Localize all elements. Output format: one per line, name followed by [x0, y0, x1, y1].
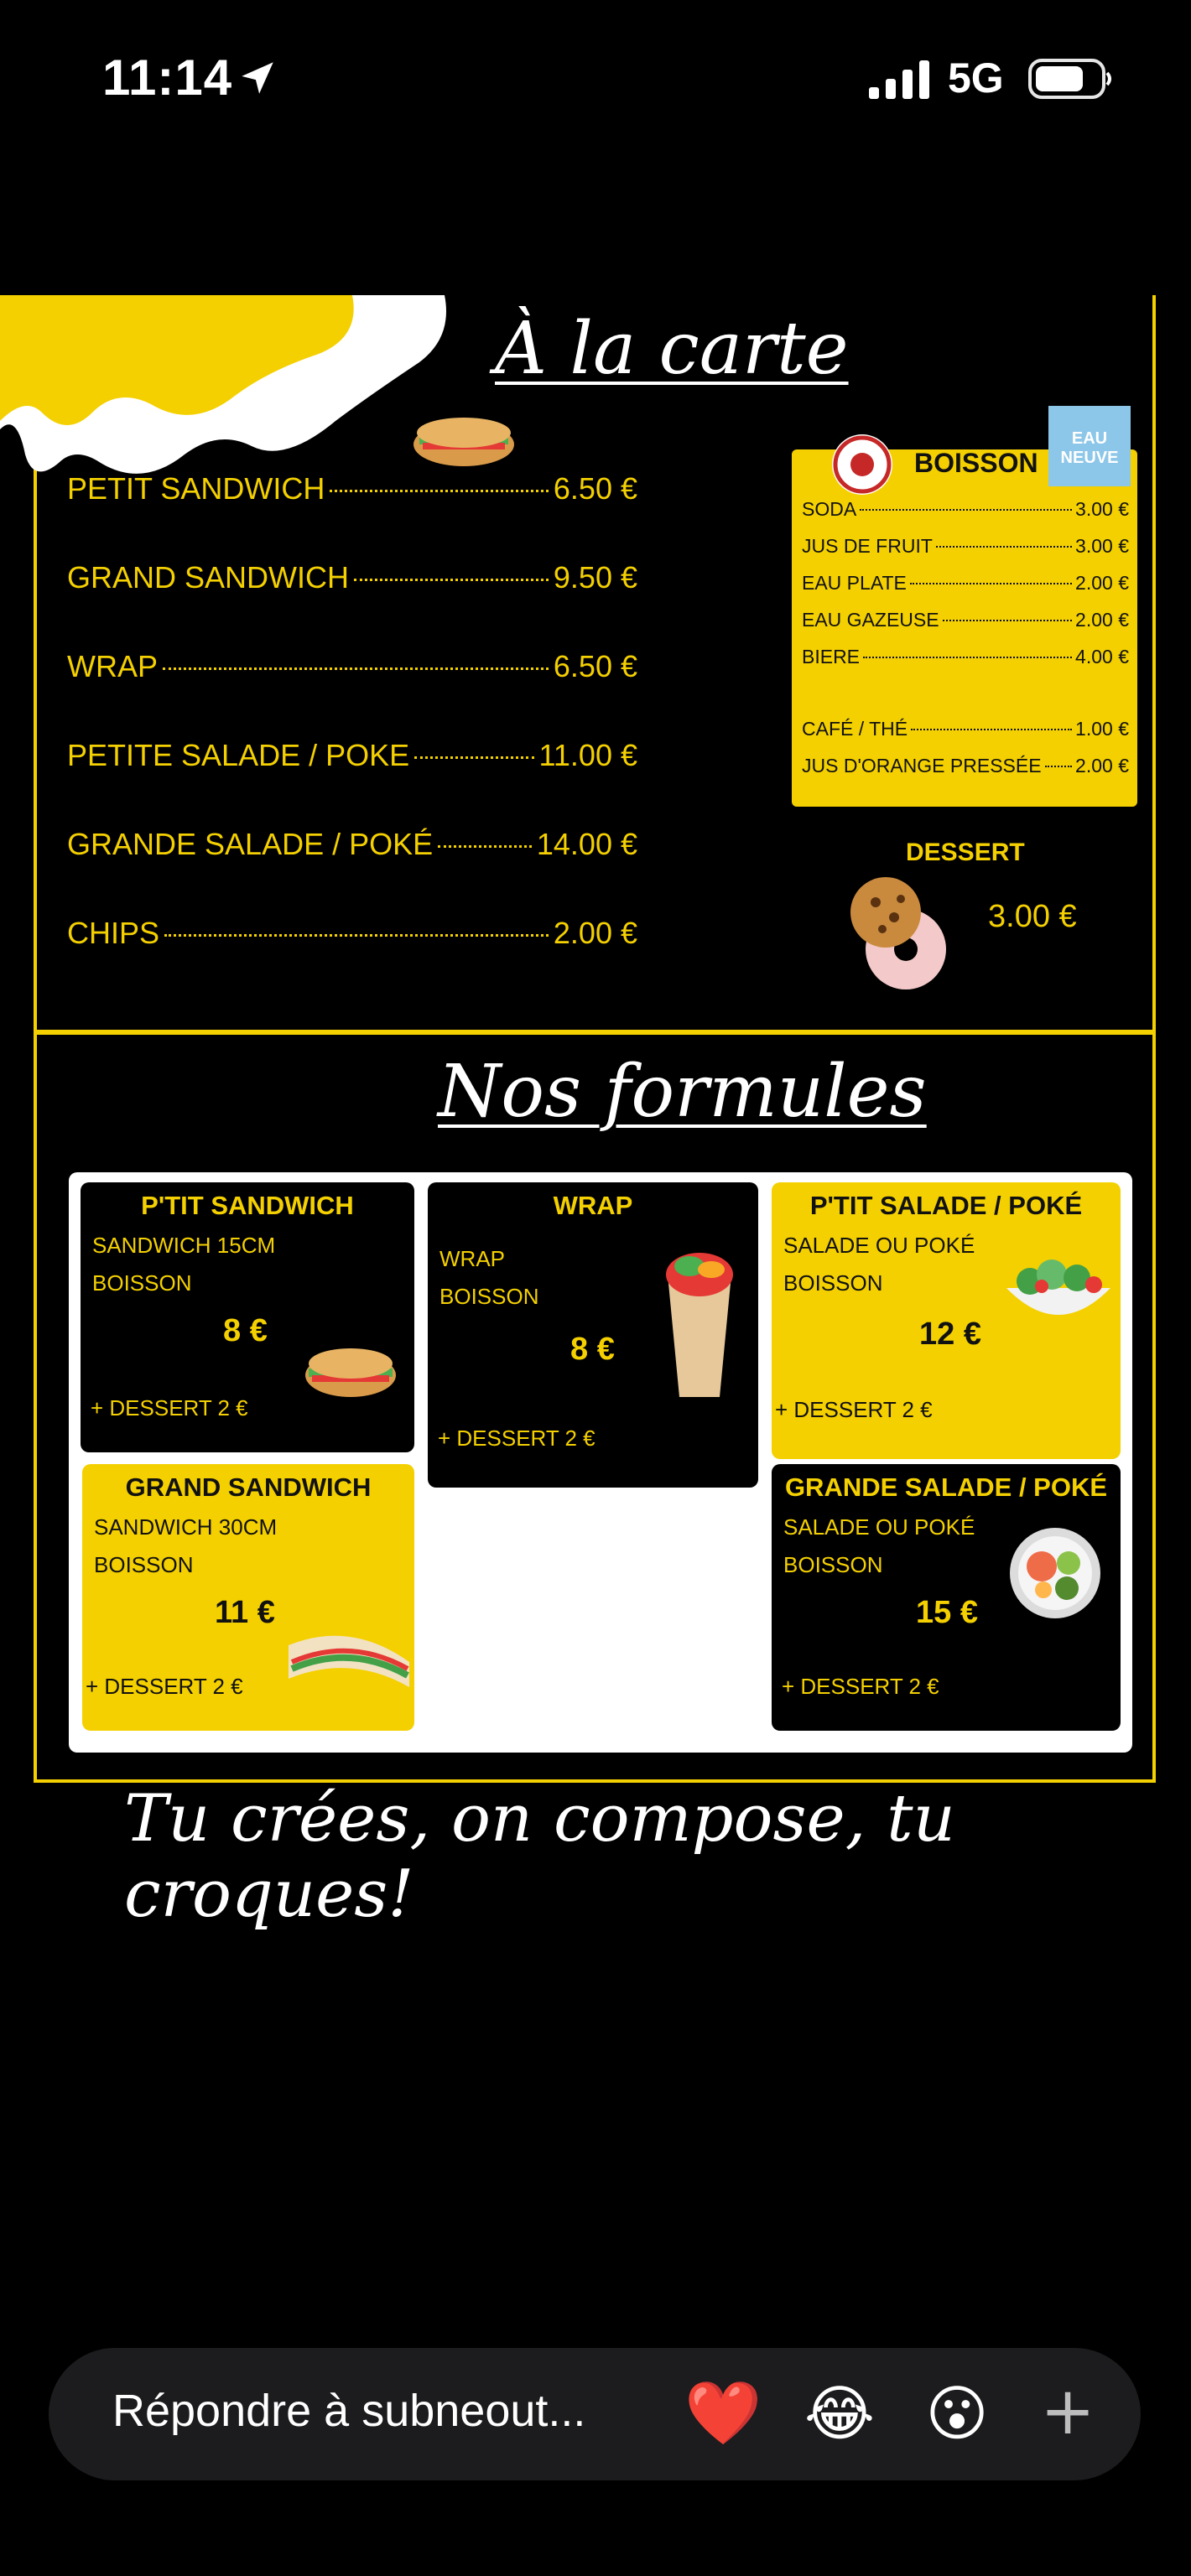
formule-extra: + DESSERT 2 € [775, 1397, 933, 1422]
laughing-reaction-button[interactable]: 😂 [804, 2378, 876, 2449]
formule-card [82, 1464, 414, 1731]
carte-item: CHIPS 2.00 € [67, 916, 637, 950]
formule-title: GRAND SANDWICH [125, 1472, 372, 1502]
dessert-price: 3.00 € [988, 899, 1077, 934]
reply-input[interactable]: Répondre à subneout... [112, 2386, 586, 2436]
formules-panel [69, 1172, 1132, 1753]
location-arrow-icon [237, 57, 278, 99]
drink-item: SODA 3.00 € [802, 498, 1129, 520]
formule-price: 11 € [215, 1595, 275, 1630]
formule-line: BOISSON [94, 1552, 194, 1577]
formule-title: GRANDE SALADE / POKÉ [784, 1472, 1108, 1502]
drink-item: BIERE 4.00 € [802, 646, 1129, 667]
heart-reaction-button[interactable]: ❤️ [684, 2377, 762, 2449]
formule-line: SALADE OU POKÉ [783, 1233, 975, 1258]
drink-item: CAFÉ / THÉ 1.00 € [802, 718, 1129, 740]
formule-line: BOISSON [92, 1270, 192, 1296]
drink-item: EAU PLATE 2.00 € [802, 572, 1129, 594]
formule-extra: + DESSERT 2 € [438, 1426, 596, 1451]
carte-item: PETIT SANDWICH 6.50 € [67, 471, 637, 506]
drinks-list [802, 498, 1129, 792]
formule-line: SANDWICH 15CM [92, 1233, 276, 1258]
baguette-sandwich-icon [283, 1620, 413, 1707]
formule-card [772, 1182, 1121, 1459]
slogan: Tu crées, on compose, tu croques! [124, 1781, 955, 1932]
formule-card [428, 1182, 758, 1488]
formules-title: Nos formules [438, 1050, 927, 1134]
formule-line: WRAP [439, 1246, 505, 1271]
formule-line: BOISSON [783, 1552, 883, 1577]
battery-icon [1028, 59, 1112, 99]
carte-item: GRAND SANDWICH 9.50 € [67, 560, 637, 595]
formule-card [81, 1182, 414, 1452]
formule-extra: + DESSERT 2 € [782, 1674, 939, 1699]
add-reaction-button[interactable]: + [1040, 2374, 1095, 2449]
cellular-signal-icon [869, 60, 931, 99]
formule-price: 8 € [223, 1313, 268, 1348]
brand-seal-icon [830, 433, 894, 496]
formule-line: BOISSON [783, 1270, 883, 1296]
dessert-title: DESSERT [906, 839, 1025, 866]
network-type: 5G [948, 55, 1004, 101]
formule-extra: + DESSERT 2 € [86, 1674, 243, 1699]
status-bar [0, 0, 1191, 159]
formule-extra: + DESSERT 2 € [91, 1395, 248, 1420]
carte-item: PETITE SALADE / POKE 11.00 € [67, 738, 637, 772]
carte-item: WRAP 6.50 € [67, 649, 637, 683]
status-time: 11:14 [102, 49, 233, 106]
formule-title: P'TIT SALADE / POKÉ [809, 1191, 1083, 1220]
formule-card [772, 1464, 1121, 1731]
drink-item: JUS DE FRUIT 3.00 € [802, 535, 1129, 557]
story-image [0, 295, 1191, 1872]
poke-bowl-icon [1008, 1526, 1102, 1620]
carte-item: GRANDE SALADE / POKÉ 14.00 € [67, 827, 637, 861]
formule-title: P'TIT SANDWICH [141, 1191, 354, 1220]
boisson-box [792, 429, 1137, 807]
formule-title: WRAP [553, 1191, 633, 1220]
salad-bowl-icon [1000, 1249, 1117, 1333]
drink-item: JUS D'ORANGE PRESSÉE 2.00 € [802, 755, 1129, 776]
carte-title: À la carte [495, 307, 849, 391]
sandwich-icon [408, 404, 520, 475]
wrap-icon [659, 1241, 740, 1400]
sandwich-icon [300, 1333, 401, 1409]
formule-price: 12 € [919, 1317, 981, 1352]
formule-price: 8 € [570, 1332, 615, 1367]
boisson-title: BOISSON [914, 448, 1038, 478]
formule-line: BOISSON [439, 1284, 539, 1309]
formule-price: 15 € [916, 1595, 978, 1630]
eau-neuve-logo: EAU NEUVE [1048, 406, 1131, 486]
reply-bar [49, 2348, 1141, 2480]
carte-list [67, 471, 637, 1005]
drink-item: EAU GAZEUSE 2.00 € [802, 609, 1129, 631]
cookie-donut-icon [839, 865, 965, 991]
formule-line: SALADE OU POKÉ [783, 1514, 975, 1540]
formule-line: SANDWICH 30CM [94, 1514, 278, 1540]
surprised-reaction-button[interactable]: 😮 [925, 2378, 989, 2449]
paint-splash-decoration [0, 295, 453, 488]
